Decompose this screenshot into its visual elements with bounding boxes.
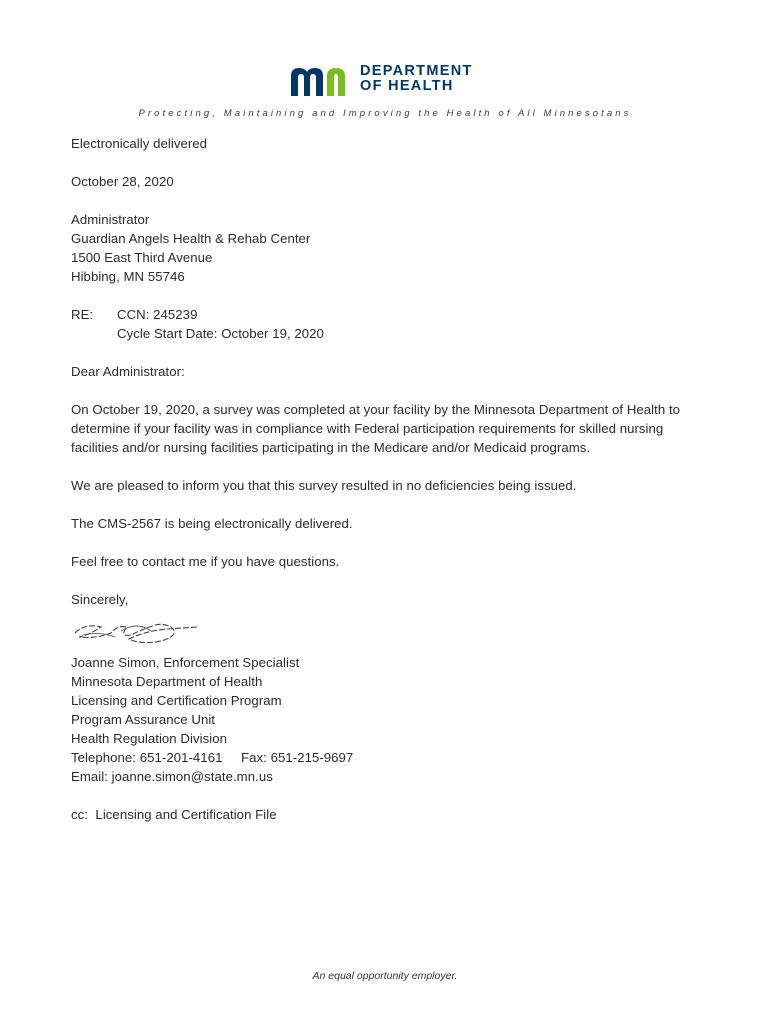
recipient-address <box>71 210 711 286</box>
signature-line: Minnesota Department of Health <box>71 674 263 689</box>
recipient-line: 1500 East Third Avenue <box>71 250 213 265</box>
signature-line: Email: joanne.simon@state.mn.us <box>71 769 273 784</box>
paragraph: The CMS-2567 is being electronically delivered. <box>71 516 353 531</box>
tagline: Protecting, Maintaining and Improving the Health of All Minnesotans <box>138 108 632 119</box>
closing: Sincerely, <box>71 592 129 607</box>
footer-note: An equal opportunity employer. <box>312 970 458 982</box>
paragraph: On October 19, 2020, a survey was completed at your facility by the Minnesota Department of Health to determine if your facility was in compliance with Federal participation requirements for skilled nursing facilities and/or nursing facilities participating in the Medicare and/or Medicaid programs. <box>71 402 681 455</box>
logo-line-2: OF HEALTH <box>360 78 454 94</box>
signature-line: Licensing and Certification Program <box>71 693 282 708</box>
signature-line: Health Regulation Division <box>71 731 227 746</box>
logo-wordmark <box>360 64 473 94</box>
signature-line: Joanne Simon, Enforcement Specialist <box>71 655 300 670</box>
delivery-note: Electronically delivered <box>71 136 208 151</box>
re-line: Cycle Start Date: October 19, 2020 <box>117 326 324 341</box>
recipient-line: Hibbing, MN 55746 <box>71 269 185 284</box>
cc-line: cc: Licensing and Certification File <box>71 807 277 822</box>
signature-block <box>71 653 711 786</box>
recipient-line: Guardian Angels Health & Rehab Center <box>71 231 311 246</box>
handwritten-signature <box>71 615 711 647</box>
re-label: RE: <box>71 307 94 322</box>
recipient-line: Administrator <box>71 212 150 227</box>
paragraph: We are pleased to inform you that this survey resulted in no deficiencies being issued. <box>71 478 577 493</box>
mn-logo-mark-icon <box>288 66 354 96</box>
logo-line-1: DEPARTMENT <box>360 63 473 79</box>
letter-body <box>71 134 711 824</box>
signature-line: Program Assurance Unit <box>71 712 216 727</box>
re-block <box>71 305 711 343</box>
salutation: Dear Administrator: <box>71 364 185 379</box>
paragraph: Feel free to contact me if you have questions. <box>71 554 340 569</box>
mdh-logo <box>288 64 488 98</box>
re-line: CCN: 245239 <box>117 307 198 322</box>
letter-date: October 28, 2020 <box>71 174 174 189</box>
signature-line: Telephone: 651-201-4161 Fax: 651-215-9697 <box>71 750 354 765</box>
